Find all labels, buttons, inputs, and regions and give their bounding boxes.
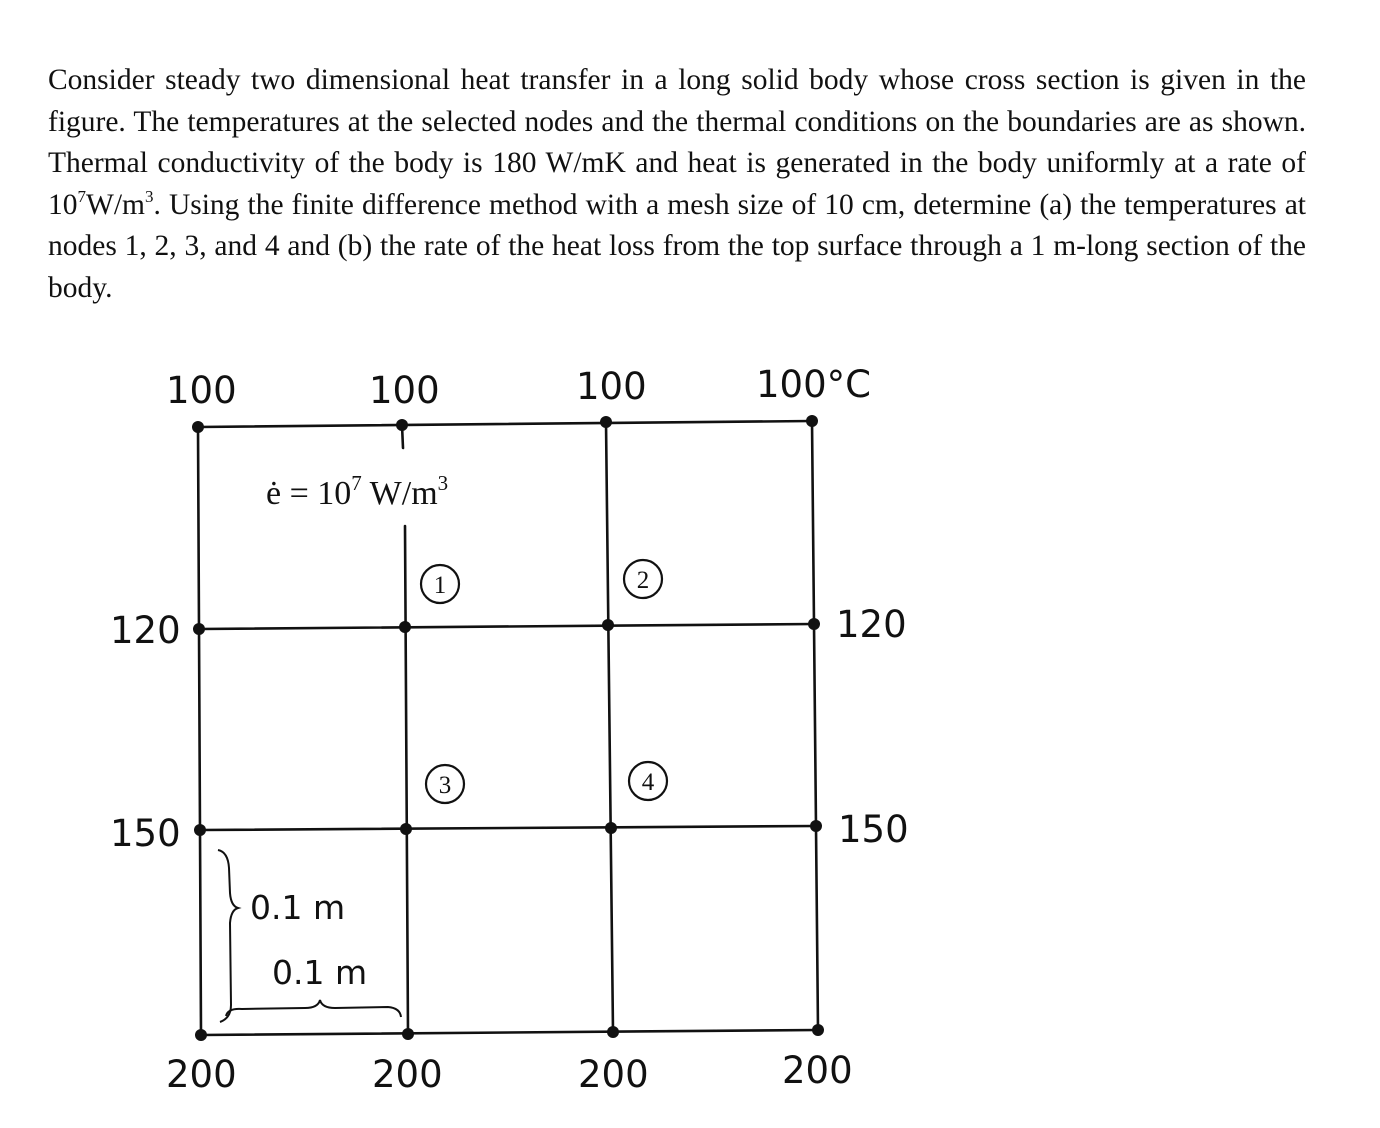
node-dot bbox=[808, 618, 820, 630]
bottom-temp-label: 200 bbox=[372, 1053, 443, 1096]
top-boundary bbox=[198, 421, 812, 427]
node-dot bbox=[195, 1029, 207, 1041]
right-temp-label: 150 bbox=[838, 808, 909, 851]
node-dot bbox=[396, 419, 408, 431]
top-temp-label: 100 bbox=[166, 369, 237, 412]
node-dot bbox=[600, 416, 612, 428]
vertical-dimension-label: 0.1 m bbox=[250, 888, 346, 927]
unit-exponent: 3 bbox=[145, 186, 154, 206]
grid-line-v1 bbox=[405, 526, 408, 1034]
right-temp-label: 120 bbox=[836, 603, 907, 646]
right-boundary bbox=[812, 421, 818, 1030]
grid-line-h1 bbox=[199, 624, 814, 629]
node-dot bbox=[812, 1024, 824, 1036]
bottom-temp-label: 200 bbox=[578, 1053, 649, 1096]
generation-exponent: 7 bbox=[77, 186, 86, 206]
problem-text-part1: Consider steady two dimensional heat transfer in a long solid body whose cross section is given in the figure. The temperatures at the selected nodes and the thermal conditions on the boundaries are as shown. Thermal conductivity of the body is 180 W/mK and heat is generated in the body uniformly at a rate of 10 bbox=[48, 64, 1306, 221]
node-dot bbox=[402, 1028, 414, 1040]
grid-line-v2 bbox=[606, 422, 613, 1032]
top-temp-label: 100 bbox=[369, 369, 440, 412]
top-temp-label: 100°C bbox=[756, 363, 871, 406]
left-temp-label: 120 bbox=[110, 609, 181, 652]
left-boundary bbox=[198, 427, 201, 1035]
node-1-label: 1 bbox=[433, 572, 447, 599]
problem-text-part2: . Using the finite difference method with a mesh size of 10 cm, determine (a) the temperatures at nodes 1, 2, 3, and 4 and (b) the rate of the heat loss from the top surface through a 1 m-long section of the body. bbox=[48, 188, 1306, 304]
bottom-temp-label: 200 bbox=[782, 1049, 853, 1092]
node-dot bbox=[607, 1026, 619, 1038]
heat-generation-label bbox=[266, 471, 448, 512]
mesh-grid bbox=[198, 421, 818, 1035]
generation-exp: 7 bbox=[351, 471, 362, 495]
grid-line-h2 bbox=[200, 826, 816, 830]
node-dot bbox=[605, 822, 617, 834]
node-dot bbox=[400, 823, 412, 835]
left-temp-label: 150 bbox=[110, 812, 181, 855]
node-dot bbox=[810, 820, 822, 832]
node-circles bbox=[421, 560, 667, 803]
node-dot bbox=[399, 621, 411, 633]
generation-value: = 10 bbox=[281, 475, 352, 512]
node-dot bbox=[602, 619, 614, 631]
problem-text-unit: W/m bbox=[86, 188, 145, 221]
node-dot bbox=[192, 421, 204, 433]
bottom-temp-label: 200 bbox=[166, 1053, 237, 1096]
bottom-boundary bbox=[201, 1030, 818, 1035]
node-2-label: 2 bbox=[636, 567, 650, 594]
node-3-label: 3 bbox=[438, 772, 452, 799]
top-temp-label: 100 bbox=[576, 365, 647, 408]
node-4-label: 4 bbox=[641, 769, 655, 796]
generation-unit-exp: 3 bbox=[437, 471, 449, 495]
node-dot bbox=[806, 415, 818, 427]
vertical-dimension-brace bbox=[218, 850, 238, 1022]
node-dot bbox=[193, 623, 205, 635]
generation-symbol: ė bbox=[266, 475, 282, 512]
horizontal-dimension-label: 0.1 m bbox=[272, 953, 368, 992]
generation-unit: W/m bbox=[361, 475, 438, 512]
horizontal-dimension-brace bbox=[226, 1000, 401, 1017]
node-dot bbox=[194, 824, 206, 836]
